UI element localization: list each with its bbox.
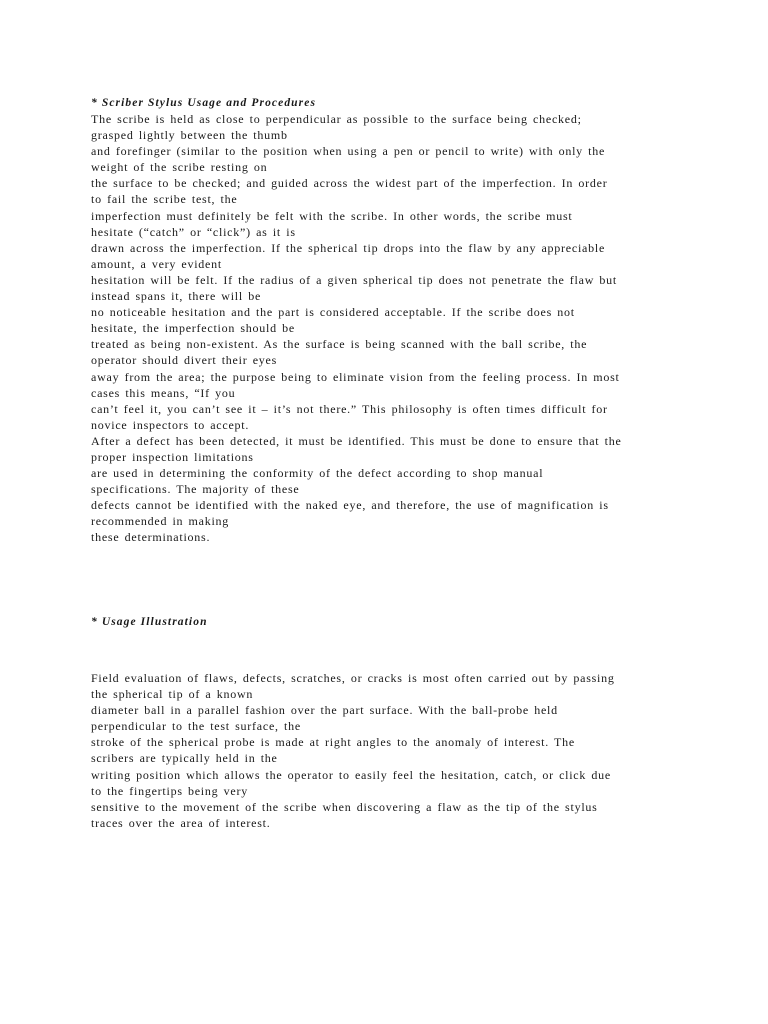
- procedures-line: proper inspection limitations: [91, 449, 254, 464]
- procedures-line: weight of the scribe resting on: [91, 160, 268, 175]
- procedures-section: [91, 95, 751, 546]
- illustration-line: diameter ball in a parallel fashion over the part surface. With the ball-probe held: [91, 703, 558, 718]
- illustration-section: [91, 670, 751, 831]
- illustration-line: the spherical tip of a known: [91, 687, 254, 702]
- procedures-line: these determinations.: [91, 530, 211, 545]
- procedures-line: specifications. The majority of these: [91, 482, 300, 497]
- procedures-line: After a defect has been detected, it must be identified. This must be done to ensure that the: [91, 433, 622, 448]
- procedures-line: defects cannot be identified with the naked eye, and therefore, the use of magnification is: [91, 498, 609, 513]
- procedures-line: instead spans it, there will be: [91, 289, 262, 304]
- procedures-line: novice inspectors to accept.: [91, 417, 250, 432]
- procedures-line: operator should divert their eyes: [91, 353, 278, 368]
- procedures-line: and forefinger (similar to the position when using a pen or pencil to write) with only the: [91, 144, 606, 159]
- procedures-line: amount, a very evident: [91, 256, 222, 271]
- procedures-line: hesitation will be felt. If the radius of a given spherical tip does not penetrate the flaw but: [91, 272, 617, 287]
- illustration-line: Field evaluation of flaws, defects, scratches, or cracks is most often carried out by passing: [91, 671, 615, 685]
- procedures-line: grasped lightly between the thumb: [91, 128, 288, 143]
- procedures-line: the surface to be checked; and guided across the widest part of the imperfection. In order: [91, 176, 608, 191]
- procedures-line: recommended in making: [91, 514, 230, 529]
- illustration-heading: * Usage Illustration: [91, 616, 208, 628]
- illustration-heading-block: [91, 614, 751, 630]
- procedures-line: The scribe is held as close to perpendicular as possible to the surface being checked;: [91, 112, 582, 126]
- procedures-line: hesitate, the imperfection should be: [91, 321, 295, 336]
- illustration-line: perpendicular to the test surface, the: [91, 719, 301, 734]
- procedures-line: can’t feel it, you can’t see it – it’s not there.” This philosophy is often times difficult for: [91, 401, 608, 416]
- illustration-line: scribers are typically held in the: [91, 751, 278, 766]
- procedures-line: drawn across the imperfection. If the spherical tip drops into the flaw by any appreciable: [91, 240, 606, 255]
- procedures-line: hesitate (“catch” or “click”) as it is: [91, 224, 296, 239]
- illustration-line: writing position which allows the operator to easily feel the hesitation, catch, or click due: [91, 767, 611, 782]
- illustration-line: stroke of the spherical probe is made at right angles to the anomaly of interest. The: [91, 735, 575, 750]
- procedures-line: away from the area; the purpose being to eliminate vision from the feeling process. In most: [91, 369, 620, 384]
- procedures-line: treated as being non-existent. As the surface is being scanned with the ball scribe, the: [91, 337, 588, 352]
- illustration-line: sensitive to the movement of the scribe when discovering a flaw as the tip of the stylus: [91, 799, 598, 814]
- procedures-line: cases this means, “If you: [91, 385, 236, 400]
- procedures-line: imperfection must definitely be felt with the scribe. In other words, the scribe must: [91, 208, 573, 223]
- procedures-heading: * Scriber Stylus Usage and Procedures: [91, 97, 317, 109]
- illustration-line: to the fingertips being very: [91, 783, 248, 798]
- procedures-line: are used in determining the conformity of the defect according to shop manual: [91, 466, 544, 481]
- procedures-line: to fail the scribe test, the: [91, 192, 238, 207]
- procedures-line: no noticeable hesitation and the part is considered acceptable. If the scribe does not: [91, 305, 575, 320]
- procedures-body: [91, 111, 751, 546]
- illustration-line: traces over the area of interest.: [91, 815, 271, 830]
